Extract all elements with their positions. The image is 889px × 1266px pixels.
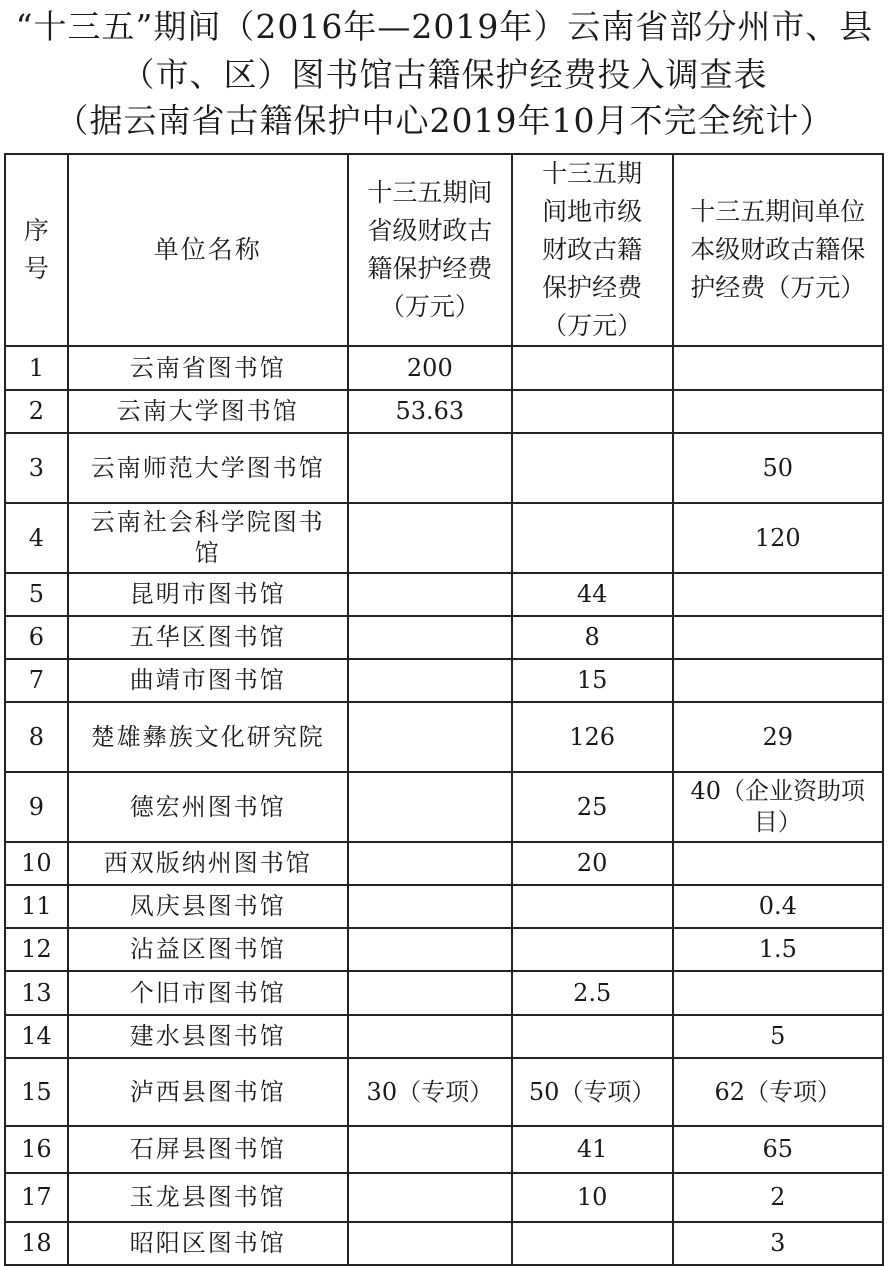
cell-unit xyxy=(673,842,883,885)
table-row xyxy=(5,433,883,503)
table-row xyxy=(5,573,883,616)
cell-unit: 1.5 xyxy=(673,928,883,971)
header-provincial: 十三五期间省级财政古籍保护经费（万元） xyxy=(348,154,512,346)
cell-unit: 3 xyxy=(673,1222,883,1265)
cell-seq: 5 xyxy=(5,573,68,616)
cell-name: 楚雄彝族文化研究院 xyxy=(68,702,348,772)
cell-name: 泸西县图书馆 xyxy=(68,1058,348,1126)
header-name: 单位名称 xyxy=(68,154,348,346)
cell-name: 沾益区图书馆 xyxy=(68,928,348,971)
cell-unit: 62（专项） xyxy=(673,1058,883,1126)
cell-city xyxy=(512,433,673,503)
cell-seq: 8 xyxy=(5,702,68,772)
cell-seq: 7 xyxy=(5,659,68,702)
cell-unit xyxy=(673,971,883,1015)
table-row xyxy=(5,1126,883,1173)
cell-name: 云南省图书馆 xyxy=(68,346,348,390)
cell-provincial: 200 xyxy=(348,346,512,390)
table-title-line1: “十三五”期间（2016年—2019年）云南省部分州市、县 xyxy=(15,7,874,46)
cell-seq: 17 xyxy=(5,1173,68,1222)
cell-name: 云南师范大学图书馆 xyxy=(68,433,348,503)
cell-provincial: 30（专项） xyxy=(348,1058,512,1126)
cell-city xyxy=(512,885,673,928)
table-row xyxy=(5,616,883,659)
header-city: 十三五期间地市级财政古籍保护经费（万元） xyxy=(512,154,673,346)
cell-provincial xyxy=(348,971,512,1015)
cell-name: 西双版纳州图书馆 xyxy=(68,842,348,885)
table-row xyxy=(5,1058,883,1126)
cell-provincial xyxy=(348,616,512,659)
cell-seq: 11 xyxy=(5,885,68,928)
cell-seq: 15 xyxy=(5,1058,68,1126)
cell-name: 曲靖市图书馆 xyxy=(68,659,348,702)
cell-city xyxy=(512,1222,673,1265)
cell-unit: 40（企业资助项目） xyxy=(673,772,883,842)
cell-name: 昆明市图书馆 xyxy=(68,573,348,616)
cell-seq: 14 xyxy=(5,1015,68,1058)
cell-provincial xyxy=(348,928,512,971)
cell-city xyxy=(512,928,673,971)
cell-name: 五华区图书馆 xyxy=(68,616,348,659)
cell-provincial xyxy=(348,659,512,702)
cell-unit: 29 xyxy=(673,702,883,772)
cell-unit xyxy=(673,390,883,433)
cell-provincial: 53.63 xyxy=(348,390,512,433)
header-seq: 序号 xyxy=(5,154,68,346)
cell-seq: 4 xyxy=(5,503,68,573)
table-row xyxy=(5,346,883,390)
cell-provincial xyxy=(348,772,512,842)
table-row xyxy=(5,1173,883,1222)
cell-seq: 1 xyxy=(5,346,68,390)
cell-city: 44 xyxy=(512,573,673,616)
cell-city: 20 xyxy=(512,842,673,885)
cell-city: 10 xyxy=(512,1173,673,1222)
cell-seq: 10 xyxy=(5,842,68,885)
table-row xyxy=(5,1015,883,1058)
table-row xyxy=(5,971,883,1015)
cell-seq: 13 xyxy=(5,971,68,1015)
cell-name: 云南社会科学院图书馆 xyxy=(68,503,348,573)
cell-provincial xyxy=(348,573,512,616)
cell-unit: 2 xyxy=(673,1173,883,1222)
funding-table xyxy=(4,153,884,1266)
table-row xyxy=(5,928,883,971)
table-row xyxy=(5,1222,883,1265)
cell-provincial xyxy=(348,1173,512,1222)
cell-seq: 6 xyxy=(5,616,68,659)
cell-city xyxy=(512,1015,673,1058)
cell-unit xyxy=(673,616,883,659)
cell-provincial xyxy=(348,1222,512,1265)
cell-provincial xyxy=(348,885,512,928)
table-row xyxy=(5,772,883,842)
cell-city xyxy=(512,503,673,573)
header-unit: 十三五期间单位本级财政古籍保护经费（万元） xyxy=(673,154,883,346)
table-row xyxy=(5,659,883,702)
cell-seq: 9 xyxy=(5,772,68,842)
cell-city: 8 xyxy=(512,616,673,659)
table-row xyxy=(5,390,883,433)
cell-name: 云南大学图书馆 xyxy=(68,390,348,433)
cell-name: 玉龙县图书馆 xyxy=(68,1173,348,1222)
header-row xyxy=(5,154,883,346)
table-subtitle: （据云南省古籍保护中心2019年10月不完全统计） xyxy=(55,101,834,140)
cell-unit: 50 xyxy=(673,433,883,503)
table-row xyxy=(5,503,883,573)
cell-seq: 3 xyxy=(5,433,68,503)
cell-provincial xyxy=(348,702,512,772)
cell-unit xyxy=(673,346,883,390)
cell-provincial xyxy=(348,433,512,503)
cell-seq: 18 xyxy=(5,1222,68,1265)
cell-provincial xyxy=(348,1015,512,1058)
table-title-line2: （市、区）图书馆古籍保护经费投入调查表 xyxy=(121,55,768,94)
cell-provincial xyxy=(348,503,512,573)
cell-unit xyxy=(673,659,883,702)
cell-name: 石屏县图书馆 xyxy=(68,1126,348,1173)
table-row xyxy=(5,702,883,772)
cell-seq: 16 xyxy=(5,1126,68,1173)
cell-city xyxy=(512,390,673,433)
cell-seq: 2 xyxy=(5,390,68,433)
cell-city: 15 xyxy=(512,659,673,702)
cell-seq: 12 xyxy=(5,928,68,971)
cell-provincial xyxy=(348,1126,512,1173)
cell-unit: 0.4 xyxy=(673,885,883,928)
cell-name: 凤庆县图书馆 xyxy=(68,885,348,928)
cell-unit xyxy=(673,573,883,616)
cell-city: 41 xyxy=(512,1126,673,1173)
cell-city: 50（专项） xyxy=(512,1058,673,1126)
cell-name: 个旧市图书馆 xyxy=(68,971,348,1015)
cell-provincial xyxy=(348,842,512,885)
cell-unit: 5 xyxy=(673,1015,883,1058)
cell-unit: 65 xyxy=(673,1126,883,1173)
table-row xyxy=(5,885,883,928)
cell-name: 建水县图书馆 xyxy=(68,1015,348,1058)
table-row xyxy=(5,842,883,885)
cell-name: 德宏州图书馆 xyxy=(68,772,348,842)
cell-unit: 120 xyxy=(673,503,883,573)
cell-city xyxy=(512,346,673,390)
cell-city: 2.5 xyxy=(512,971,673,1015)
cell-name: 昭阳区图书馆 xyxy=(68,1222,348,1265)
cell-city: 126 xyxy=(512,702,673,772)
cell-city: 25 xyxy=(512,772,673,842)
